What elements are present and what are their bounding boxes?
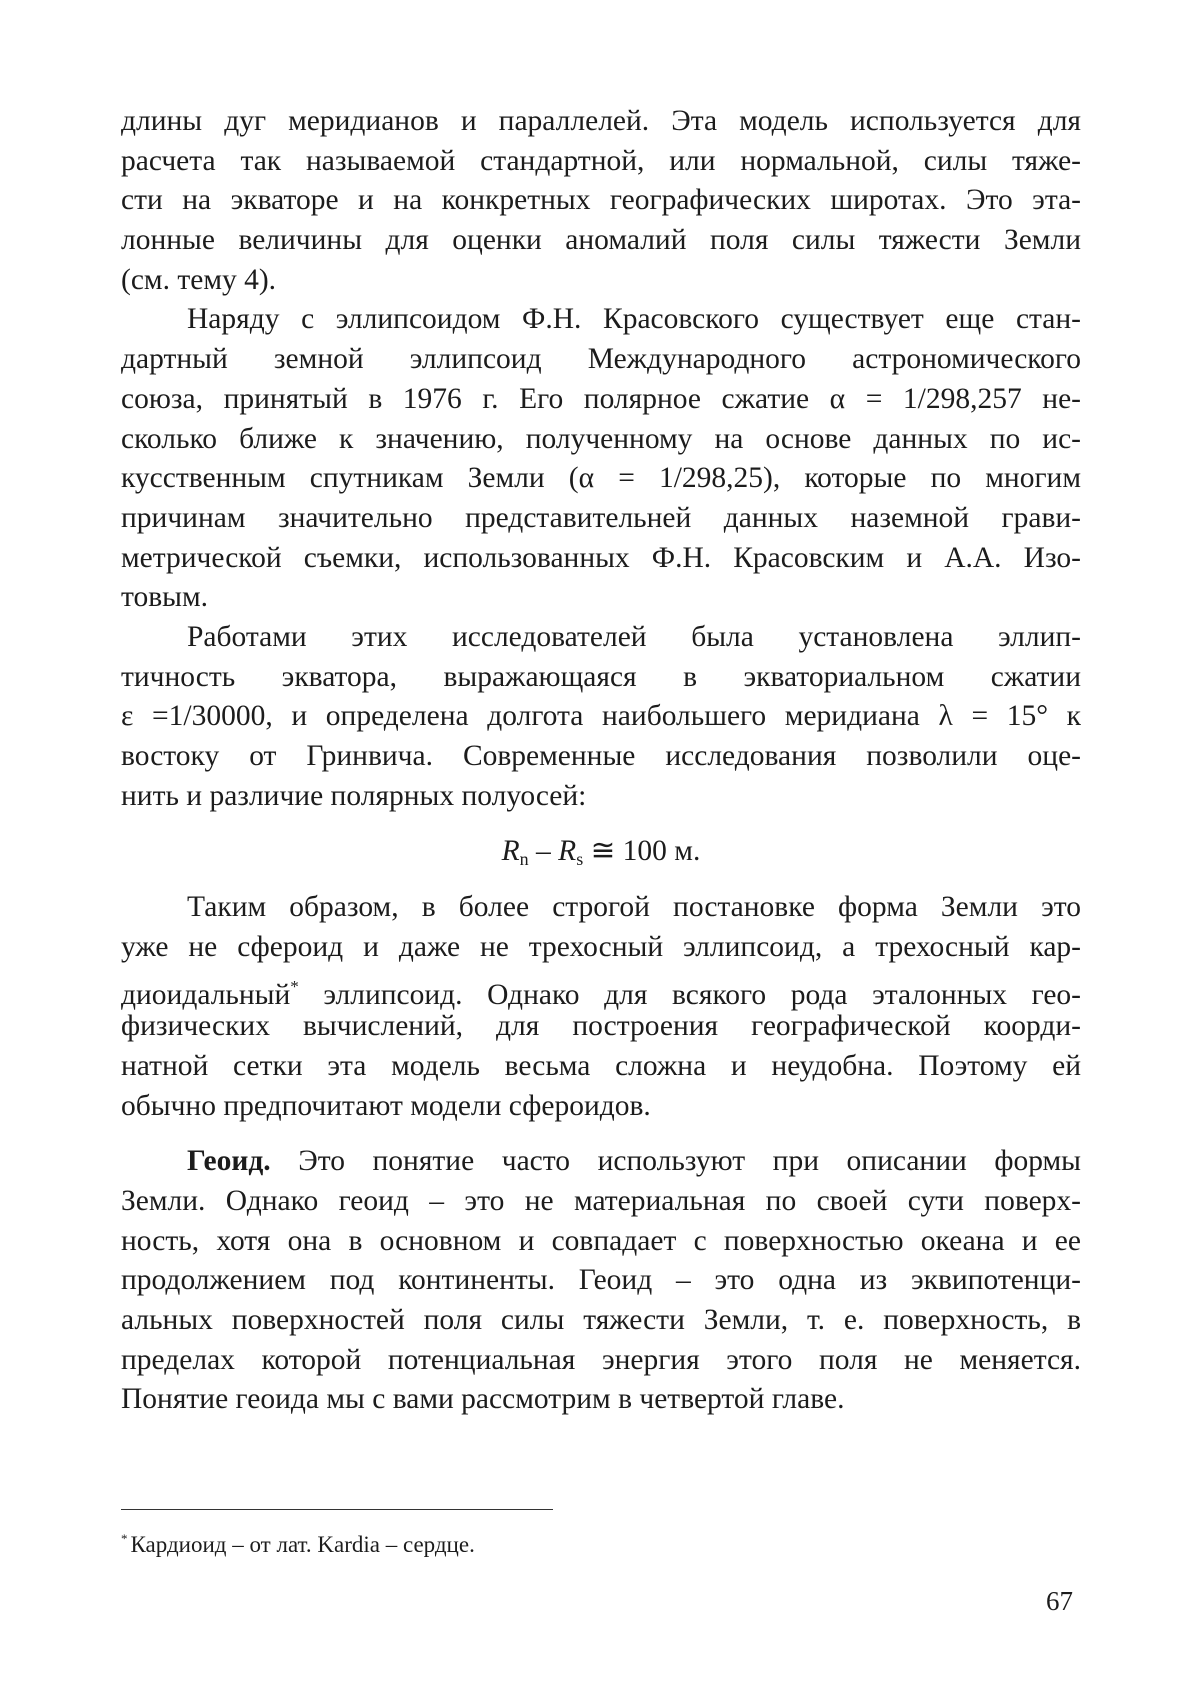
text-line <box>121 967 1081 1012</box>
text-line: Понятие геоида мы с вами рассмотрим в четвертой главе. <box>121 1383 845 1416</box>
formula-subscript: n <box>519 849 529 870</box>
term-geoid: Геоид. <box>187 1145 271 1178</box>
text-line: сти на экваторе и на конкретных географических широтах. Это эта- <box>121 184 1081 217</box>
paragraph <box>121 1142 1081 1420</box>
formula <box>121 832 1081 872</box>
text-line: сколько ближе к значению, полученному на основе данных по ис- <box>121 422 1081 455</box>
text-line: Работами этих исследователей была установлена эллип- <box>187 620 1081 653</box>
footnote-marker: * <box>290 977 299 997</box>
formula-operator: – <box>528 835 559 868</box>
text-line: ε =1/30000, и определена долгота наибольшего меридиана λ = 15° к <box>121 700 1081 733</box>
text-line: физических вычислений, для построения географической коорди- <box>121 1010 1081 1043</box>
text-line: причинам значительно представительней данных наземной грави- <box>121 501 1081 534</box>
text-fragment: Это понятие часто используют при описании формы <box>298 1145 1081 1178</box>
text-line: тичность экватора, выражающаяся в экваториальном сжатии <box>121 660 1081 693</box>
text-line: натной сетки эта модель весьма сложна и неудобна. Поэтому ей <box>121 1049 1081 1082</box>
paragraph <box>121 888 1081 1126</box>
text-line: ность, хотя она в основном и совпадает с поверхностью океана и ее <box>121 1224 1081 1257</box>
text-line: союза, принятый в 1976 г. Его полярное сжатие α = 1/298,257 не- <box>121 382 1081 415</box>
text-line: лонные величины для оценки аномалий поля силы тяжести Земли <box>121 224 1081 257</box>
text-line: длины дуг меридианов и параллелей. Эта модель используется для <box>121 105 1081 137</box>
formula-rest: ≅ 100 м. <box>583 835 701 868</box>
text-line: нить и различие полярных полуосей: <box>121 779 587 812</box>
footnote-divider <box>121 1509 553 1510</box>
formula-subscript: s <box>576 849 584 870</box>
text-line: обычно предпочитают модели сфероидов. <box>121 1089 651 1122</box>
page-body <box>121 102 1081 1420</box>
footnote-marker: * <box>121 1531 128 1546</box>
text-fragment: диоидальный <box>121 979 291 1012</box>
text-line: метрической съемки, использованных Ф.Н. Красовским и А.А. Изо- <box>121 541 1081 574</box>
text-line <box>121 1142 1081 1182</box>
page-number: 67 <box>1046 1586 1073 1616</box>
paragraph <box>121 102 1081 300</box>
text-line: уже не сфероид и даже не трехосный эллипсоид, а трехосный кар- <box>121 930 1081 963</box>
text-line: альных поверхностей поля силы тяжести Земли, т. е. поверхность, в <box>121 1303 1081 1336</box>
footnote-text: Кардиоид – от лат. Kardia – сердце. <box>130 1532 475 1557</box>
text-line: пределах которой потенциальная энергия этого поля не меняется. <box>121 1343 1081 1376</box>
text-line: расчета так называемой стандартной, или нормальной, силы тяже- <box>121 144 1081 177</box>
paragraph <box>121 300 1081 618</box>
text-line: (см. тему 4). <box>121 263 277 296</box>
text-line: Наряду с эллипсоидом Ф.Н. Красовского существует еще стан- <box>187 303 1081 336</box>
text-line: дартный земной эллипсоид Международного астрономического <box>121 343 1081 376</box>
formula-var: R <box>558 835 577 868</box>
text-line: товым. <box>121 581 209 614</box>
text-fragment: эллипсоид. Однако для всякого рода эталонных гео- <box>323 979 1081 1012</box>
text-line: кусственным спутникам Земли (α = 1/298,25), которые по многим <box>121 462 1081 495</box>
formula-var: R <box>501 835 520 868</box>
text-line: продолжением под континенты. Геоид – это одна из эквипотенци- <box>121 1264 1081 1297</box>
text-line: Таким образом, в более строгой постановке форма Земли это <box>187 891 1081 924</box>
text-line: востоку от Гринвича. Современные исследования позволили оце- <box>121 740 1081 772</box>
paragraph <box>121 618 1081 816</box>
text-line: Земли. Однако геоид – это не материальная по своей сути поверх- <box>121 1184 1081 1217</box>
footnote <box>121 1524 475 1560</box>
